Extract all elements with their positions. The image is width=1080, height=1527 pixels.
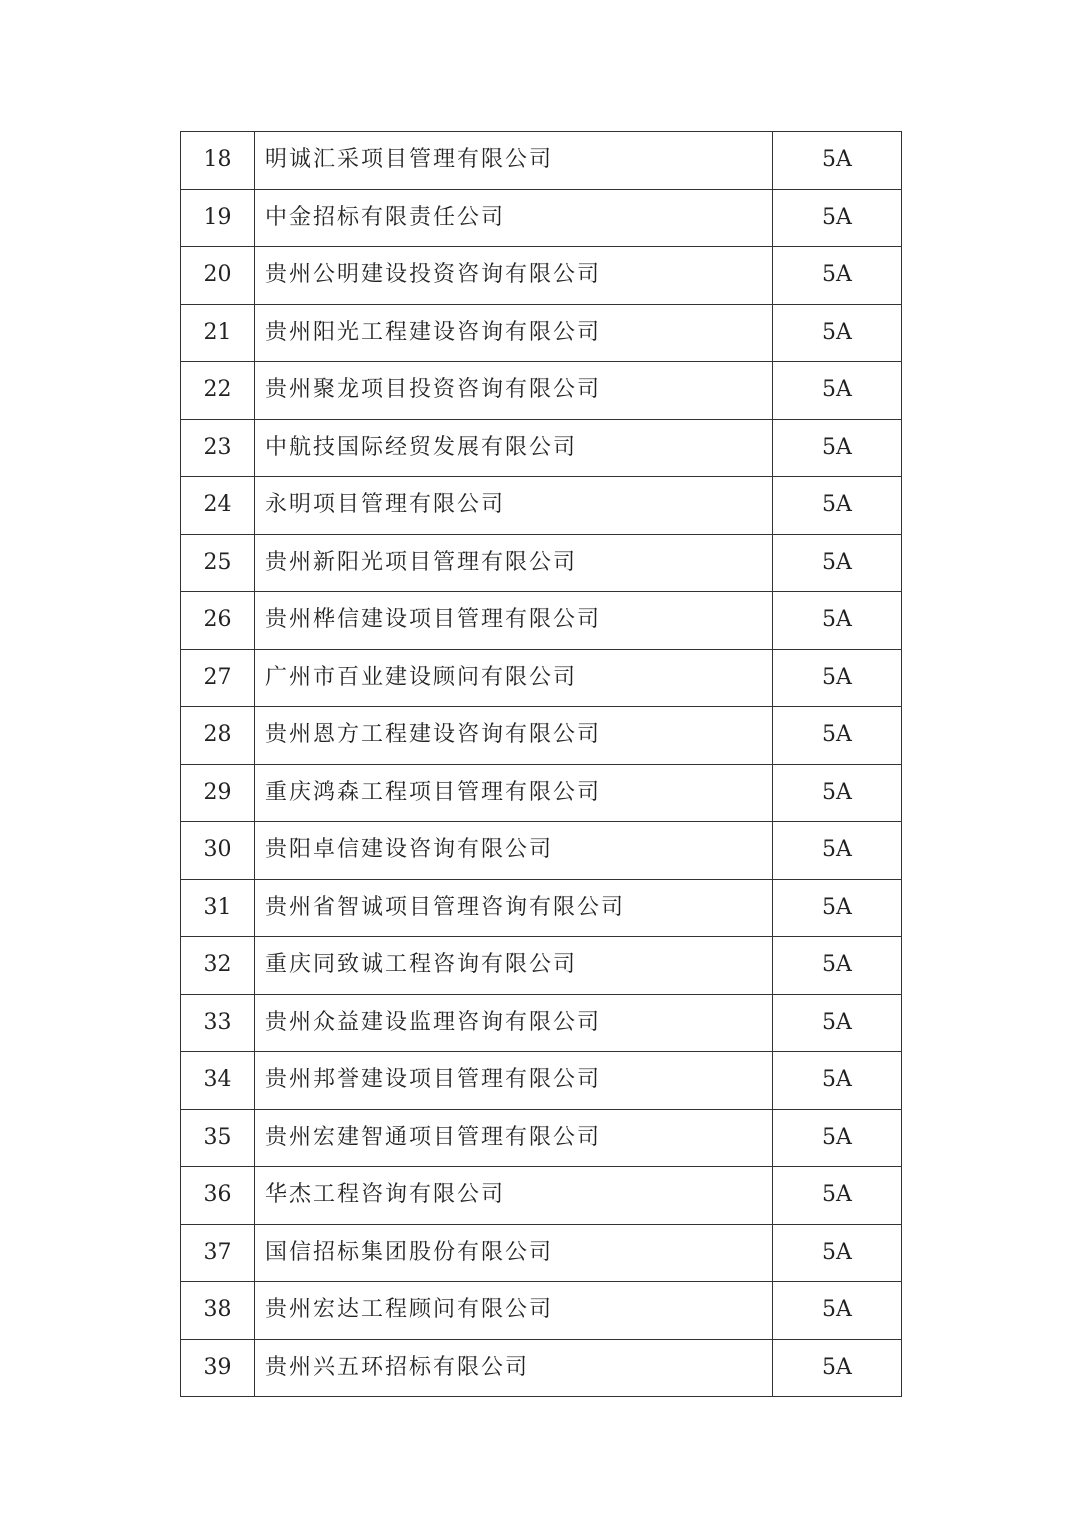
company-name: 重庆鸿森工程项目管理有限公司	[255, 764, 773, 822]
credit-level: 5A	[773, 1052, 902, 1110]
company-name: 明诚汇采项目管理有限公司	[255, 132, 773, 190]
company-name: 贵州众益建设监理咨询有限公司	[255, 994, 773, 1052]
credit-level: 5A	[773, 649, 902, 707]
table-row	[181, 1167, 902, 1225]
row-number: 27	[181, 649, 255, 707]
company-name: 贵州兴五环招标有限公司	[255, 1339, 773, 1397]
row-number: 23	[181, 419, 255, 477]
row-number: 29	[181, 764, 255, 822]
company-name: 贵州恩方工程建设咨询有限公司	[255, 707, 773, 765]
table-row	[181, 1282, 902, 1340]
table-row	[181, 1052, 902, 1110]
credit-level: 5A	[773, 189, 902, 247]
credit-level: 5A	[773, 247, 902, 305]
row-number: 21	[181, 304, 255, 362]
table-row	[181, 994, 902, 1052]
table-row	[181, 304, 902, 362]
company-name: 贵阳卓信建设咨询有限公司	[255, 822, 773, 880]
company-name: 贵州宏达工程顾问有限公司	[255, 1282, 773, 1340]
company-name: 中航技国际经贸发展有限公司	[255, 419, 773, 477]
table-row	[181, 1339, 902, 1397]
table-row	[181, 534, 902, 592]
table-row	[181, 247, 902, 305]
credit-level: 5A	[773, 822, 902, 880]
company-name: 贵州省智诚项目管理咨询有限公司	[255, 879, 773, 937]
row-number: 28	[181, 707, 255, 765]
credit-level: 5A	[773, 879, 902, 937]
row-number: 24	[181, 477, 255, 535]
row-number: 20	[181, 247, 255, 305]
table-row	[181, 707, 902, 765]
table-row	[181, 1109, 902, 1167]
company-name: 贵州阳光工程建设咨询有限公司	[255, 304, 773, 362]
company-name: 广州市百业建设顾问有限公司	[255, 649, 773, 707]
credit-level: 5A	[773, 534, 902, 592]
credit-level: 5A	[773, 362, 902, 420]
credit-level: 5A	[773, 994, 902, 1052]
credit-level: 5A	[773, 1282, 902, 1340]
company-name: 重庆同致诚工程咨询有限公司	[255, 937, 773, 995]
row-number: 31	[181, 879, 255, 937]
row-number: 39	[181, 1339, 255, 1397]
credit-level: 5A	[773, 592, 902, 650]
table-row	[181, 937, 902, 995]
row-number: 22	[181, 362, 255, 420]
company-table	[180, 131, 902, 1397]
credit-level: 5A	[773, 304, 902, 362]
row-number: 34	[181, 1052, 255, 1110]
company-name: 国信招标集团股份有限公司	[255, 1224, 773, 1282]
company-name: 贵州新阳光项目管理有限公司	[255, 534, 773, 592]
credit-level: 5A	[773, 707, 902, 765]
table-row	[181, 419, 902, 477]
company-name: 贵州桦信建设项目管理有限公司	[255, 592, 773, 650]
company-name: 中金招标有限责任公司	[255, 189, 773, 247]
table-row	[181, 362, 902, 420]
table-row	[181, 132, 902, 190]
row-number: 19	[181, 189, 255, 247]
row-number: 26	[181, 592, 255, 650]
credit-level: 5A	[773, 132, 902, 190]
row-number: 32	[181, 937, 255, 995]
company-name: 贵州公明建设投资咨询有限公司	[255, 247, 773, 305]
credit-level: 5A	[773, 477, 902, 535]
credit-level: 5A	[773, 1224, 902, 1282]
table-row	[181, 764, 902, 822]
row-number: 30	[181, 822, 255, 880]
row-number: 37	[181, 1224, 255, 1282]
credit-level: 5A	[773, 1339, 902, 1397]
credit-level: 5A	[773, 764, 902, 822]
table-body	[181, 132, 902, 1397]
company-name: 贵州聚龙项目投资咨询有限公司	[255, 362, 773, 420]
table-row	[181, 1224, 902, 1282]
row-number: 35	[181, 1109, 255, 1167]
table-row	[181, 879, 902, 937]
company-name: 贵州宏建智通项目管理有限公司	[255, 1109, 773, 1167]
row-number: 33	[181, 994, 255, 1052]
credit-level: 5A	[773, 937, 902, 995]
row-number: 18	[181, 132, 255, 190]
table-row	[181, 649, 902, 707]
company-name: 贵州邦誉建设项目管理有限公司	[255, 1052, 773, 1110]
table-row	[181, 189, 902, 247]
credit-level: 5A	[773, 1167, 902, 1225]
row-number: 38	[181, 1282, 255, 1340]
table-row	[181, 592, 902, 650]
credit-level: 5A	[773, 1109, 902, 1167]
row-number: 36	[181, 1167, 255, 1225]
company-name: 华杰工程咨询有限公司	[255, 1167, 773, 1225]
table-row	[181, 477, 902, 535]
row-number: 25	[181, 534, 255, 592]
company-name: 永明项目管理有限公司	[255, 477, 773, 535]
credit-level: 5A	[773, 419, 902, 477]
table-row	[181, 822, 902, 880]
